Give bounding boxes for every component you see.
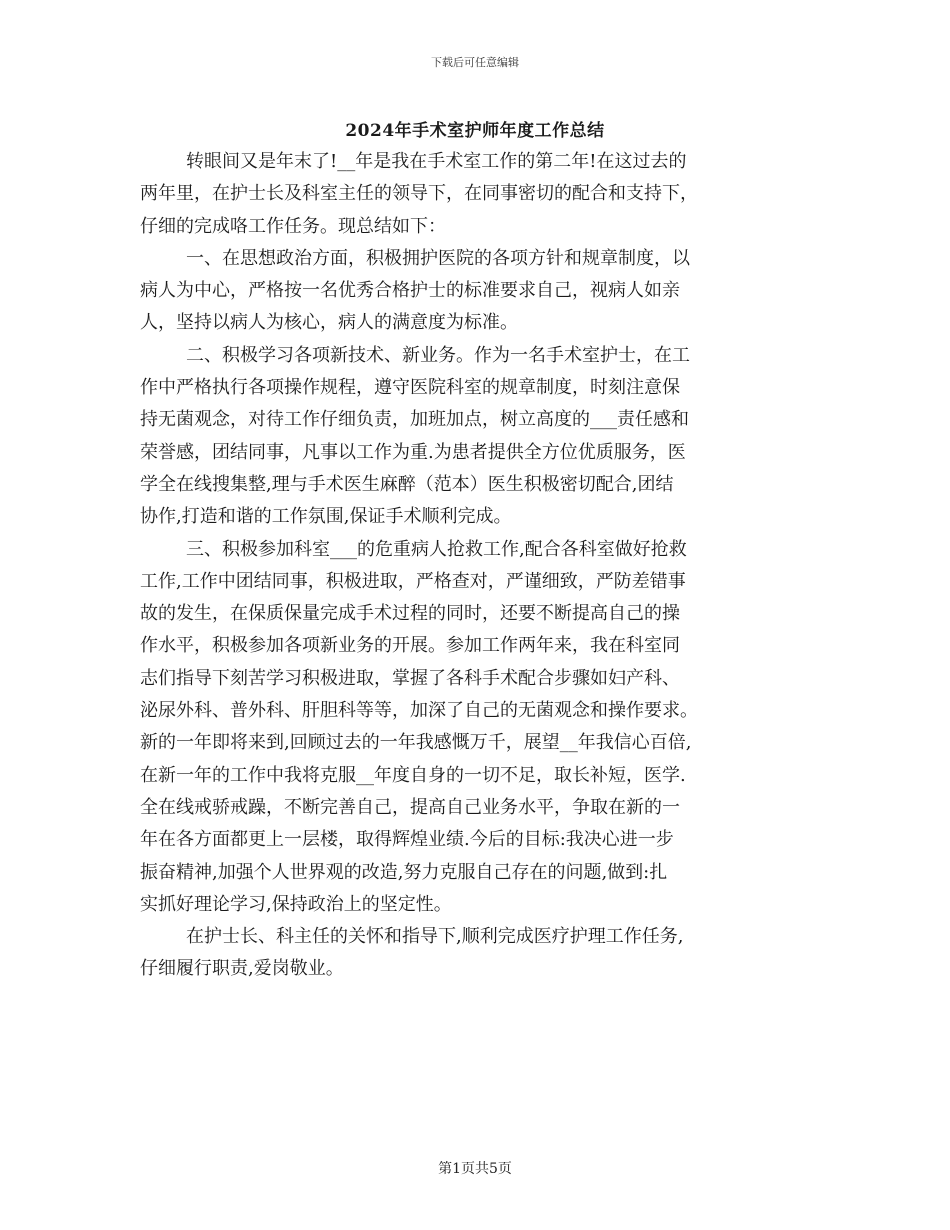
body-line: 作水平，积极参加各项新业务的开展。参加工作两年来，我在科室同	[140, 635, 680, 657]
body-line: 泌尿外科、普外科、肝胆科等等，加深了自己的无菌观念和操作要求。	[140, 700, 698, 722]
body-line: 工作,工作中团结同事，积极进取，严格查对，严谨细致，严防差错事	[140, 570, 686, 592]
body-line: 作中严格执行各项操作规程，遵守医院科室的规章制度，时刻注意保	[140, 377, 680, 399]
document-title: 2024年手术室护师年度工作总结	[345, 121, 605, 141]
body-line: 新的一年即将来到,回顾过去的一年我感慨万千，展望__年我信心百倍,	[140, 732, 692, 754]
body-line: 志们指导下刻苦学习积极进取，掌握了各科手术配合步骤如妇产科、	[140, 667, 680, 689]
page-number: 第1页共5页	[438, 1161, 512, 1177]
body-line: 在护士长、科主任的关怀和指导下,顺利完成医疗护理工作任务,	[186, 926, 684, 948]
body-line: 实抓好理论学习,保持政治上的坚定性。	[140, 893, 452, 915]
body-line: 学全在线搜集整,理与手术医生麻醉（范本）医生积极密切配合,团结	[140, 473, 674, 495]
body-line: 持无菌观念，对待工作仔细负责，加班加点，树立高度的___责任感和	[140, 409, 689, 431]
header-note: 下载后可任意编辑	[431, 56, 519, 69]
body-line: 年在各方面都更上一层楼，取得辉煌业绩.今后的目标:我决心进一步	[140, 829, 674, 851]
body-line: 病人为中心，严格按一名优秀合格护士的标准要求自己，视病人如亲	[140, 280, 680, 302]
body-line: 在新一年的工作中我将克服__年度自身的一切不足，取长补短，医学.	[140, 764, 686, 786]
body-line: 二、积极学习各项新技术、新业务。作为一名手术室护士，在工	[186, 344, 690, 366]
body-line: 振奋精神,加强个人世界观的改造,努力克服自己存在的问题,做到:扎	[140, 861, 668, 883]
body-line: 转眼间又是年末了!__年是我在手术室工作的第二年!在这过去的	[186, 151, 687, 172]
body-line: 荣誉感，团结同事，凡事以工作为重.为患者提供全方位优质服务，医	[140, 441, 686, 463]
body-line: 故的发生，在保质保量完成手术过程的同时，还要不断提高自己的操	[140, 603, 680, 625]
body-line: 两年里，在护士长及科室主任的领导下，在同事密切的配合和支持下，	[140, 183, 698, 205]
body-line: 人，坚持以病人为核心，病人的满意度为标准。	[140, 312, 518, 334]
body-line: 协作,打造和谐的工作氛围,保证手术顺利完成。	[140, 506, 512, 528]
body-line: 仔细履行职责,爱岗敬业。	[140, 958, 344, 980]
body-line: 仔细的完成咯工作任务。现总结如下：	[140, 215, 446, 237]
body-line: 一、在思想政治方面，积极拥护医院的各项方针和规章制度，以	[186, 247, 690, 269]
document-body	[140, 146, 812, 986]
body-line: 三、积极参加科室___的危重病人抢救工作,配合各科室做好抢救	[186, 538, 687, 560]
body-line: 全在线戒骄戒躁，不断完善自己，提高自己业务水平，争取在新的一	[140, 796, 680, 818]
